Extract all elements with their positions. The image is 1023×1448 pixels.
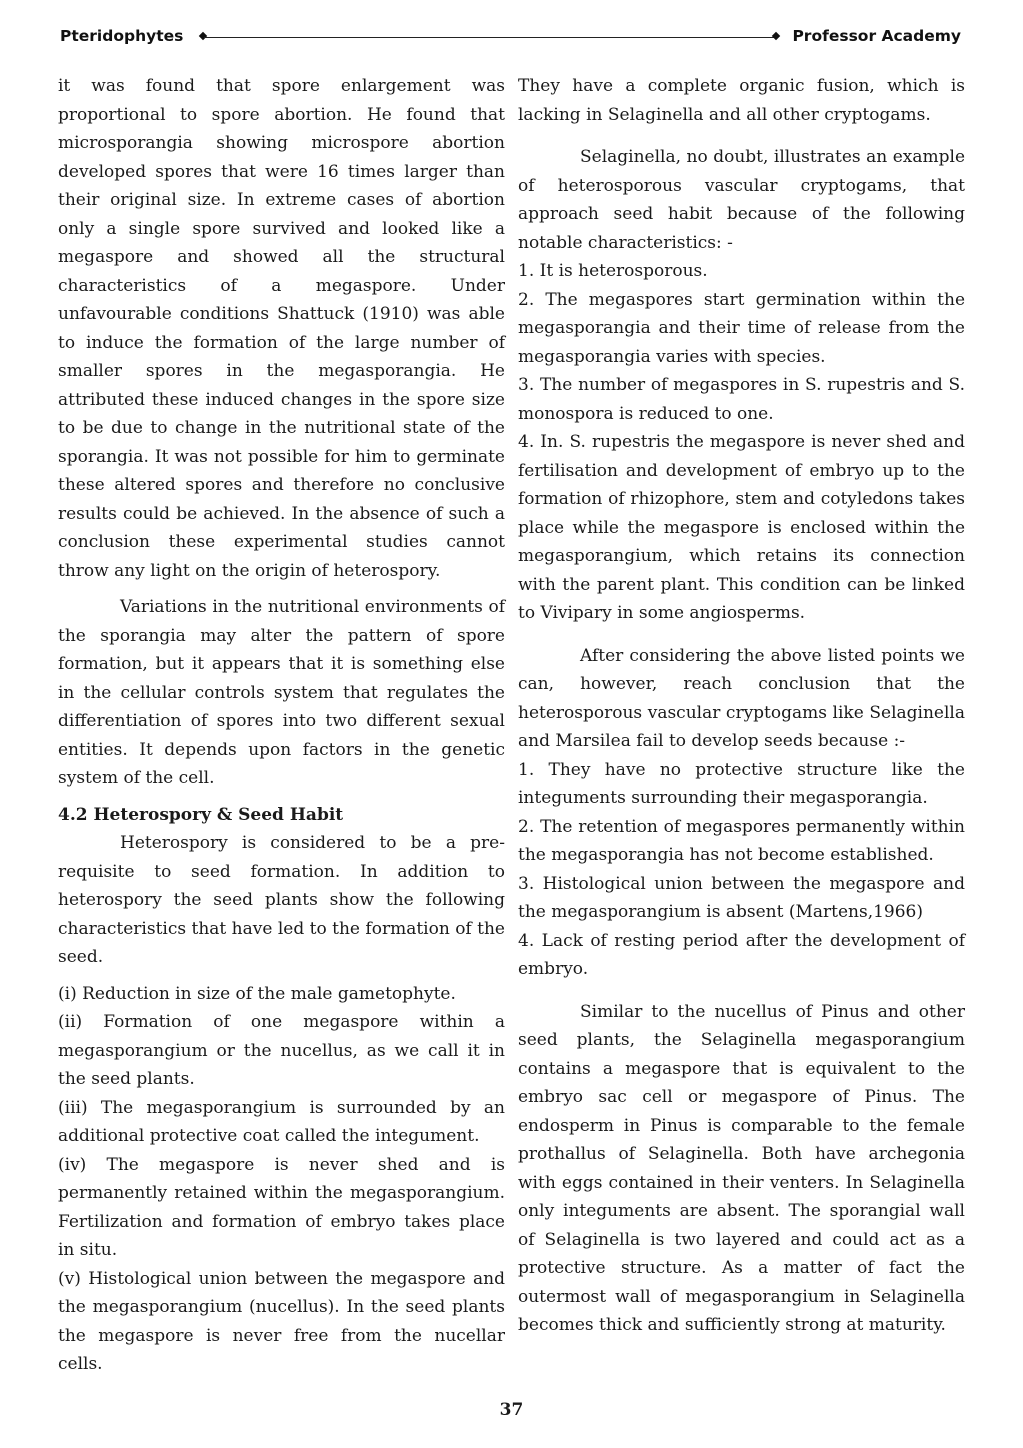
- left-paragraph-3: Heterospory is considered to be a pre-requisite to seed formation. In addition to heterospory the seed plants show the following characteristics that have led to the formation of the seed.: [58, 833, 505, 967]
- left-paragraph-1: it was found that spore enlargement was proportional to spore abortion. He found that microsporangia showing microspore abortion developed spores that were 16 times larger than their original size. In extreme cases of abortion only a single spore survived and looked like a megaspore and showed all the structural characteristics of a megaspore. Under unfavourable conditions Shattuck (1910) was able to induce the formation of the large number of smaller spores in the megasporangia. He attributed these induced changes in the spore size to be due to change in the nutritional state of the sporangia. It was not possible for him to germinate these altered spores and therefore no conclusive results could be achieved. In the absence of such a conclusion these experimental studies cannot throw any light on the origin of heterospory.: [58, 76, 505, 581]
- list-item: 2. The retention of megaspores permanently within the megasporangia has not become established.: [518, 816, 965, 865]
- list-item: (iii) The megasporangium is surrounded by an additional protective coat called the integument.: [58, 1097, 505, 1146]
- list-item: 4. In. S. rupestris the megaspore is never shed and fertilisation and development of embryo up to the formation of rhizophore, stem and cotyledons takes place while the megaspore is enclosed within the megasporangium, which retains its connection with the parent plant. This condition can be linked to Vivipary in some angiosperms.: [518, 432, 965, 623]
- right-paragraph-2: Selaginella, no doubt, illustrates an example of heterosporous vascular cryptogams, that approach seed habit because of the following notable characteristics: -: [518, 147, 965, 253]
- right-paragraph-3: After considering the above listed points we can, however, reach conclusion that the heterosporous vascular cryptogams like Selaginella and Marsilea fail to develop seeds because :-: [518, 645, 965, 751]
- header-rule: [204, 37, 775, 38]
- list-item: (i) Reduction in size of the male gametophyte.: [58, 983, 456, 1004]
- right-paragraph-4: Similar to the nucellus of Pinus and other seed plants, the Selaginella megasporangium contains a megaspore that is equivalent to the embryo sac cell or megaspore of Pinus. The endosperm in Pinus is comparable to the female prothallus of Selaginella. Both have archegonia with eggs contained in their venters. In Selaginella only integuments are absent. The sporangial wall of Selaginella is two layered and could act as a protective structure. As a matter of fact the outermost wall of megasporangium in Selaginella becomes thick and sufficiently strong at maturity.: [518, 1001, 965, 1335]
- list-item: 2. The megaspores start germination within the megasporangia and their time of release from the megasporangia varies with species.: [518, 289, 965, 367]
- list-item: (ii) Formation of one megaspore within a megasporangium or the nucellus, as we call it in the seed plants.: [58, 1012, 505, 1089]
- section-heading: 4.2 Heterospory & Seed Habit: [58, 804, 344, 825]
- header-diamond-left-icon: [199, 32, 207, 40]
- right-column: [518, 72, 965, 1340]
- page-header: [58, 24, 963, 52]
- page-number: 37: [499, 1400, 524, 1420]
- list-item: 4. Lack of resting period after the development of embryo.: [518, 930, 965, 979]
- right-paragraph-1: They have a complete organic fusion, which is lacking in Selaginella and all other cryptogams.: [518, 76, 965, 125]
- list-item: 3. The number of megaspores in S. rupestris and S. monospora is reduced to one.: [518, 375, 965, 424]
- header-diamond-right-icon: [772, 32, 780, 40]
- header-publisher: Professor Academy: [792, 27, 961, 45]
- list-item: (v) Histological union between the megaspore and the megasporangium (nucellus). In the seed plants the megaspore is never free from the nucellar cells.: [58, 1268, 505, 1374]
- list-item: 3. Histological union between the megaspore and the megasporangium is absent (Martens,1966): [518, 873, 965, 922]
- list-item: 1. It is heterosporous.: [518, 261, 708, 281]
- header-chapter-title: Pteridophytes: [60, 27, 184, 45]
- list-item: (iv) The megaspore is never shed and is permanently retained within the megasporangium. Fertilization and formation of embryo takes place in situ.: [58, 1154, 505, 1260]
- left-paragraph-2: Variations in the nutritional environments of the sporangia may alter the pattern of spore formation, but it appears that it is something else in the cellular controls system that regulates the differentiation of spores into two different sexual entities. It depends upon factors in the genetic system of the cell.: [58, 597, 505, 788]
- list-item: 1. They have no protective structure like the integuments surrounding their megasporangia.: [518, 759, 965, 808]
- left-column: [58, 72, 505, 1379]
